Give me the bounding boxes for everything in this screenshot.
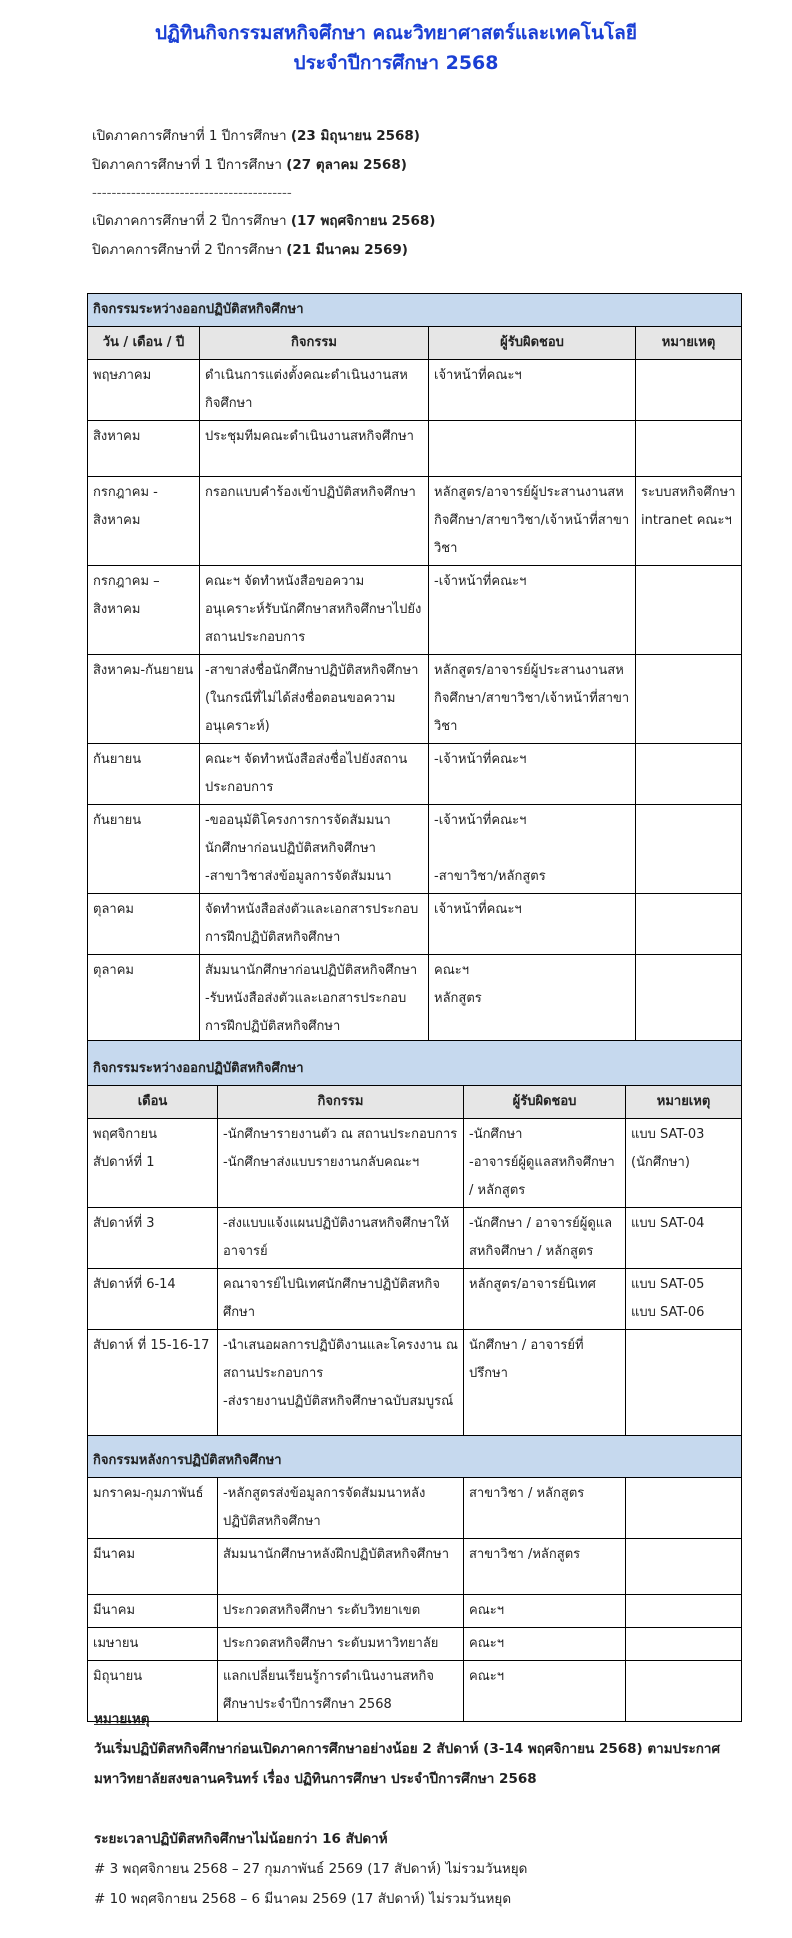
row-activity: -หลักสูตรส่งข้อมูลการจัดสัมมนาหลังปฏิบัติสหกิจศึกษา bbox=[218, 1478, 464, 1539]
row-note bbox=[636, 955, 742, 1044]
row-responsible: -นักศึกษา / อาจารย์ผู้ดูแลสหกิจศึกษา / หลักสูตร bbox=[464, 1208, 626, 1269]
duration-option-1: # 3 พฤศจิกายน 2568 – 27 กุมภาพันธ์ 2569 (17 สัปดาห์) ไม่รวมวันหยุด bbox=[94, 1861, 528, 1877]
row-responsible: เจ้าหน้าที่คณะฯ bbox=[429, 894, 636, 955]
row-activity: ดำเนินการแต่งตั้งคณะดำเนินงานสหกิจศึกษา bbox=[200, 360, 429, 421]
row-activity: สัมมนานักศึกษาหลังฝึกปฏิบัติสหกิจศึกษา bbox=[218, 1539, 464, 1595]
row-date: พฤษภาคม bbox=[88, 360, 200, 421]
section-header-row bbox=[88, 1041, 742, 1086]
row-activity: คณะฯ จัดทำหนังสือขอความอนุเคราะห์รับนักศึกษาสหกิจศึกษาไปยังสถานประกอบการ bbox=[200, 566, 429, 655]
column-header: กิจกรรม bbox=[200, 327, 429, 360]
row-date: มิถุนายน bbox=[88, 1661, 218, 1722]
remarks-heading: หมายเหตุ bbox=[94, 1711, 150, 1727]
row-date: เมษายน bbox=[88, 1628, 218, 1661]
title-line-1: ปฏิทินกิจกรรมสหกิจศึกษา คณะวิทยาศาสตร์และเทคโนโลยี bbox=[155, 22, 637, 44]
row-date: ตุลาคม bbox=[88, 955, 200, 1044]
row-activity: ประกวดสหกิจศึกษา ระดับวิทยาเขต bbox=[218, 1595, 464, 1628]
row-activity: -ขออนุมัติโครงการการจัดสัมมนานักศึกษาก่อนปฏิบัติสหกิจศึกษา -สาขาวิชาส่งข้อมูลการจัดสัมมนา bbox=[200, 805, 429, 894]
row-date: กันยายน bbox=[88, 805, 200, 894]
row-date: ตุลาคม bbox=[88, 894, 200, 955]
row-date: มีนาคม bbox=[88, 1595, 218, 1628]
section-title: กิจกรรมหลังการปฏิบัติสหกิจศึกษา bbox=[88, 1436, 742, 1478]
column-header: วัน / เดือน / ปี bbox=[88, 327, 200, 360]
row-activity: สัมมนานักศึกษาก่อนปฏิบัติสหกิจศึกษา -รับหนังสือส่งตัวและเอกสารประกอบการฝึกปฏิบัติสหกิจศึกษา bbox=[200, 955, 429, 1044]
row-note: ระบบสหกิจศึกษา intranet คณะฯ bbox=[636, 477, 742, 566]
column-header: หมายเหตุ bbox=[626, 1086, 742, 1119]
row-activity: กรอกแบบคำร้องเข้าปฏิบัติสหกิจศึกษา bbox=[200, 477, 429, 566]
title-line-2: ประจำปีการศึกษา 2568 bbox=[293, 52, 499, 74]
row-note bbox=[636, 805, 742, 894]
remarks-line-2: มหาวิทยาลัยสงขลานครินทร์ เรื่อง ปฏิทินการศึกษา ประจำปีการศึกษา 2568 bbox=[94, 1771, 537, 1787]
row-note bbox=[636, 744, 742, 805]
table-row bbox=[88, 1269, 742, 1330]
table-row bbox=[88, 1595, 742, 1628]
semester-dates bbox=[92, 122, 792, 265]
row-note bbox=[636, 421, 742, 477]
table-row bbox=[88, 1119, 742, 1208]
row-note bbox=[636, 566, 742, 655]
separator: ----------------------------------------- bbox=[92, 185, 292, 201]
pre-coop-activity-table bbox=[87, 293, 742, 1044]
semester-2-open: เปิดภาคการศึกษาที่ 2 ปีการศึกษา (17 พฤศจิกายน 2568) bbox=[92, 213, 436, 229]
row-note bbox=[626, 1330, 742, 1436]
row-note bbox=[636, 360, 742, 421]
column-header: กิจกรรม bbox=[218, 1086, 464, 1119]
row-responsible: นักศึกษา / อาจารย์ที่ปรึกษา bbox=[464, 1330, 626, 1436]
row-date: สัปดาห์ ที่ 15-16-17 bbox=[88, 1330, 218, 1436]
semester-1-open: เปิดภาคการศึกษาที่ 1 ปีการศึกษา (23 มิถุนายน 2568) bbox=[92, 128, 420, 144]
column-header: เดือน bbox=[88, 1086, 218, 1119]
table-row bbox=[88, 894, 742, 955]
table-row bbox=[88, 1208, 742, 1269]
section-title: กิจกรรมระหว่างออกปฏิบัติสหกิจศึกษา bbox=[88, 294, 742, 327]
row-responsible: คณะฯ bbox=[464, 1661, 626, 1722]
row-responsible: คณะฯ หลักสูตร bbox=[429, 955, 636, 1044]
document-title bbox=[0, 18, 792, 78]
section-header-row bbox=[88, 1436, 742, 1478]
column-header-row bbox=[88, 1086, 742, 1119]
semester-1-close: ปิดภาคการศึกษาที่ 1 ปีการศึกษา (27 ตุลาคม 2568) bbox=[92, 157, 407, 173]
row-note: แบบ SAT-05 แบบ SAT-06 bbox=[626, 1269, 742, 1330]
row-date: สิงหาคม-กันยายน bbox=[88, 655, 200, 744]
row-activity: คณะฯ จัดทำหนังสือส่งชื่อไปยังสถานประกอบการ bbox=[200, 744, 429, 805]
table-row bbox=[88, 1478, 742, 1539]
duration-option-2: # 10 พฤศจิกายน 2568 – 6 มีนาคม 2569 (17 สัปดาห์) ไม่รวมวันหยุด bbox=[94, 1891, 512, 1907]
table-row bbox=[88, 805, 742, 894]
row-date: กรกฎาคม – สิงหาคม bbox=[88, 566, 200, 655]
during-coop-activity-table bbox=[87, 1040, 742, 1722]
row-responsible: -เจ้าหน้าที่คณะฯ -สาขาวิชา/หลักสูตร bbox=[429, 805, 636, 894]
row-activity: -นักศึกษารายงานตัว ณ สถานประกอบการ -นักศึกษาส่งแบบรายงานกลับคณะฯ bbox=[218, 1119, 464, 1208]
row-date: มีนาคม bbox=[88, 1539, 218, 1595]
row-responsible: -นักศึกษา -อาจารย์ผู้ดูแลสหกิจศึกษา / หลักสูตร bbox=[464, 1119, 626, 1208]
remarks bbox=[94, 1704, 720, 1914]
row-responsible: สาขาวิชา / หลักสูตร bbox=[464, 1478, 626, 1539]
row-date: พฤศจิกายน สัปดาห์ที่ 1 bbox=[88, 1119, 218, 1208]
row-note bbox=[636, 894, 742, 955]
table-row bbox=[88, 955, 742, 1044]
row-responsible: สาขาวิชา /หลักสูตร bbox=[464, 1539, 626, 1595]
row-note bbox=[626, 1478, 742, 1539]
section-header-row bbox=[88, 294, 742, 327]
table-row bbox=[88, 1330, 742, 1436]
row-responsible: หลักสูตร/อาจารย์นิเทศ bbox=[464, 1269, 626, 1330]
row-responsible: -เจ้าหน้าที่คณะฯ bbox=[429, 744, 636, 805]
column-header: ผู้รับผิดชอบ bbox=[429, 327, 636, 360]
row-note: แบบ SAT-03 (นักศึกษา) bbox=[626, 1119, 742, 1208]
row-date: กันยายน bbox=[88, 744, 200, 805]
section-title: กิจกรรมระหว่างออกปฏิบัติสหกิจศึกษา bbox=[88, 1041, 742, 1086]
row-activity: -ส่งแบบแจ้งแผนปฏิบัติงานสหกิจศึกษาให้อาจารย์ bbox=[218, 1208, 464, 1269]
row-responsible: คณะฯ bbox=[464, 1595, 626, 1628]
row-activity: คณาจารย์ไปนิเทศนักศึกษาปฏิบัติสหกิจศึกษา bbox=[218, 1269, 464, 1330]
table-row bbox=[88, 421, 742, 477]
row-note bbox=[626, 1539, 742, 1595]
remarks-line-1: วันเริ่มปฏิบัติสหกิจศึกษาก่อนเปิดภาคการศึกษาอย่างน้อย 2 สัปดาห์ (3-14 พฤศจิกายน 2568) ตามประกาศ bbox=[94, 1741, 721, 1757]
row-note bbox=[626, 1628, 742, 1661]
table-row bbox=[88, 1628, 742, 1661]
table-row bbox=[88, 744, 742, 805]
row-activity: -นำเสนอผลการปฏิบัติงานและโครงงาน ณ สถานประกอบการ -ส่งรายงานปฏิบัติสหกิจศึกษาฉบับสมบูรณ์ bbox=[218, 1330, 464, 1436]
table-row bbox=[88, 360, 742, 421]
table-row bbox=[88, 655, 742, 744]
row-responsible: -เจ้าหน้าที่คณะฯ bbox=[429, 566, 636, 655]
row-date: สัปดาห์ที่ 6-14 bbox=[88, 1269, 218, 1330]
row-responsible: คณะฯ bbox=[464, 1628, 626, 1661]
row-note bbox=[636, 655, 742, 744]
table-row bbox=[88, 477, 742, 566]
column-header-row bbox=[88, 327, 742, 360]
semester-2-close: ปิดภาคการศึกษาที่ 2 ปีการศึกษา (21 มีนาคม 2569) bbox=[92, 242, 408, 258]
column-header: ผู้รับผิดชอบ bbox=[464, 1086, 626, 1119]
column-header: หมายเหตุ bbox=[636, 327, 742, 360]
row-activity: ประกวดสหกิจศึกษา ระดับมหาวิทยาลัย bbox=[218, 1628, 464, 1661]
row-note: แบบ SAT-04 bbox=[626, 1208, 742, 1269]
row-date: สิงหาคม bbox=[88, 421, 200, 477]
row-date: มกราคม-กุมภาพันธ์ bbox=[88, 1478, 218, 1539]
table-row bbox=[88, 1539, 742, 1595]
row-responsible: หลักสูตร/อาจารย์ผู้ประสานงานสหกิจศึกษา/สาขาวิชา/เจ้าหน้าที่สาขาวิชา bbox=[429, 655, 636, 744]
row-date: สัปดาห์ที่ 3 bbox=[88, 1208, 218, 1269]
row-activity: -สาขาส่งชื่อนักศึกษาปฏิบัติสหกิจศึกษา (ในกรณีที่ไม่ได้ส่งชื่อตอนขอความอนุเคราะห์) bbox=[200, 655, 429, 744]
row-activity: จัดทำหนังสือส่งตัวและเอกสารประกอบการฝึกปฏิบัติสหกิจศึกษา bbox=[200, 894, 429, 955]
row-activity: ประชุมทีมคณะดำเนินงานสหกิจศึกษา bbox=[200, 421, 429, 477]
table-row bbox=[88, 566, 742, 655]
row-responsible: หลักสูตร/อาจารย์ผู้ประสานงานสหกิจศึกษา/สาขาวิชา/เจ้าหน้าที่สาขาวิชา bbox=[429, 477, 636, 566]
duration-heading: ระยะเวลาปฏิบัติสหกิจศึกษาไม่น้อยกว่า 16 สัปดาห์ bbox=[94, 1831, 388, 1847]
row-note bbox=[626, 1595, 742, 1628]
row-date: กรกฎาคม - สิงหาคม bbox=[88, 477, 200, 566]
row-responsible: เจ้าหน้าที่คณะฯ bbox=[429, 360, 636, 421]
row-activity: แลกเปลี่ยนเรียนรู้การดำเนินงานสหกิจศึกษาประจำปีการศึกษา 2568 bbox=[218, 1661, 464, 1722]
row-responsible bbox=[429, 421, 636, 477]
